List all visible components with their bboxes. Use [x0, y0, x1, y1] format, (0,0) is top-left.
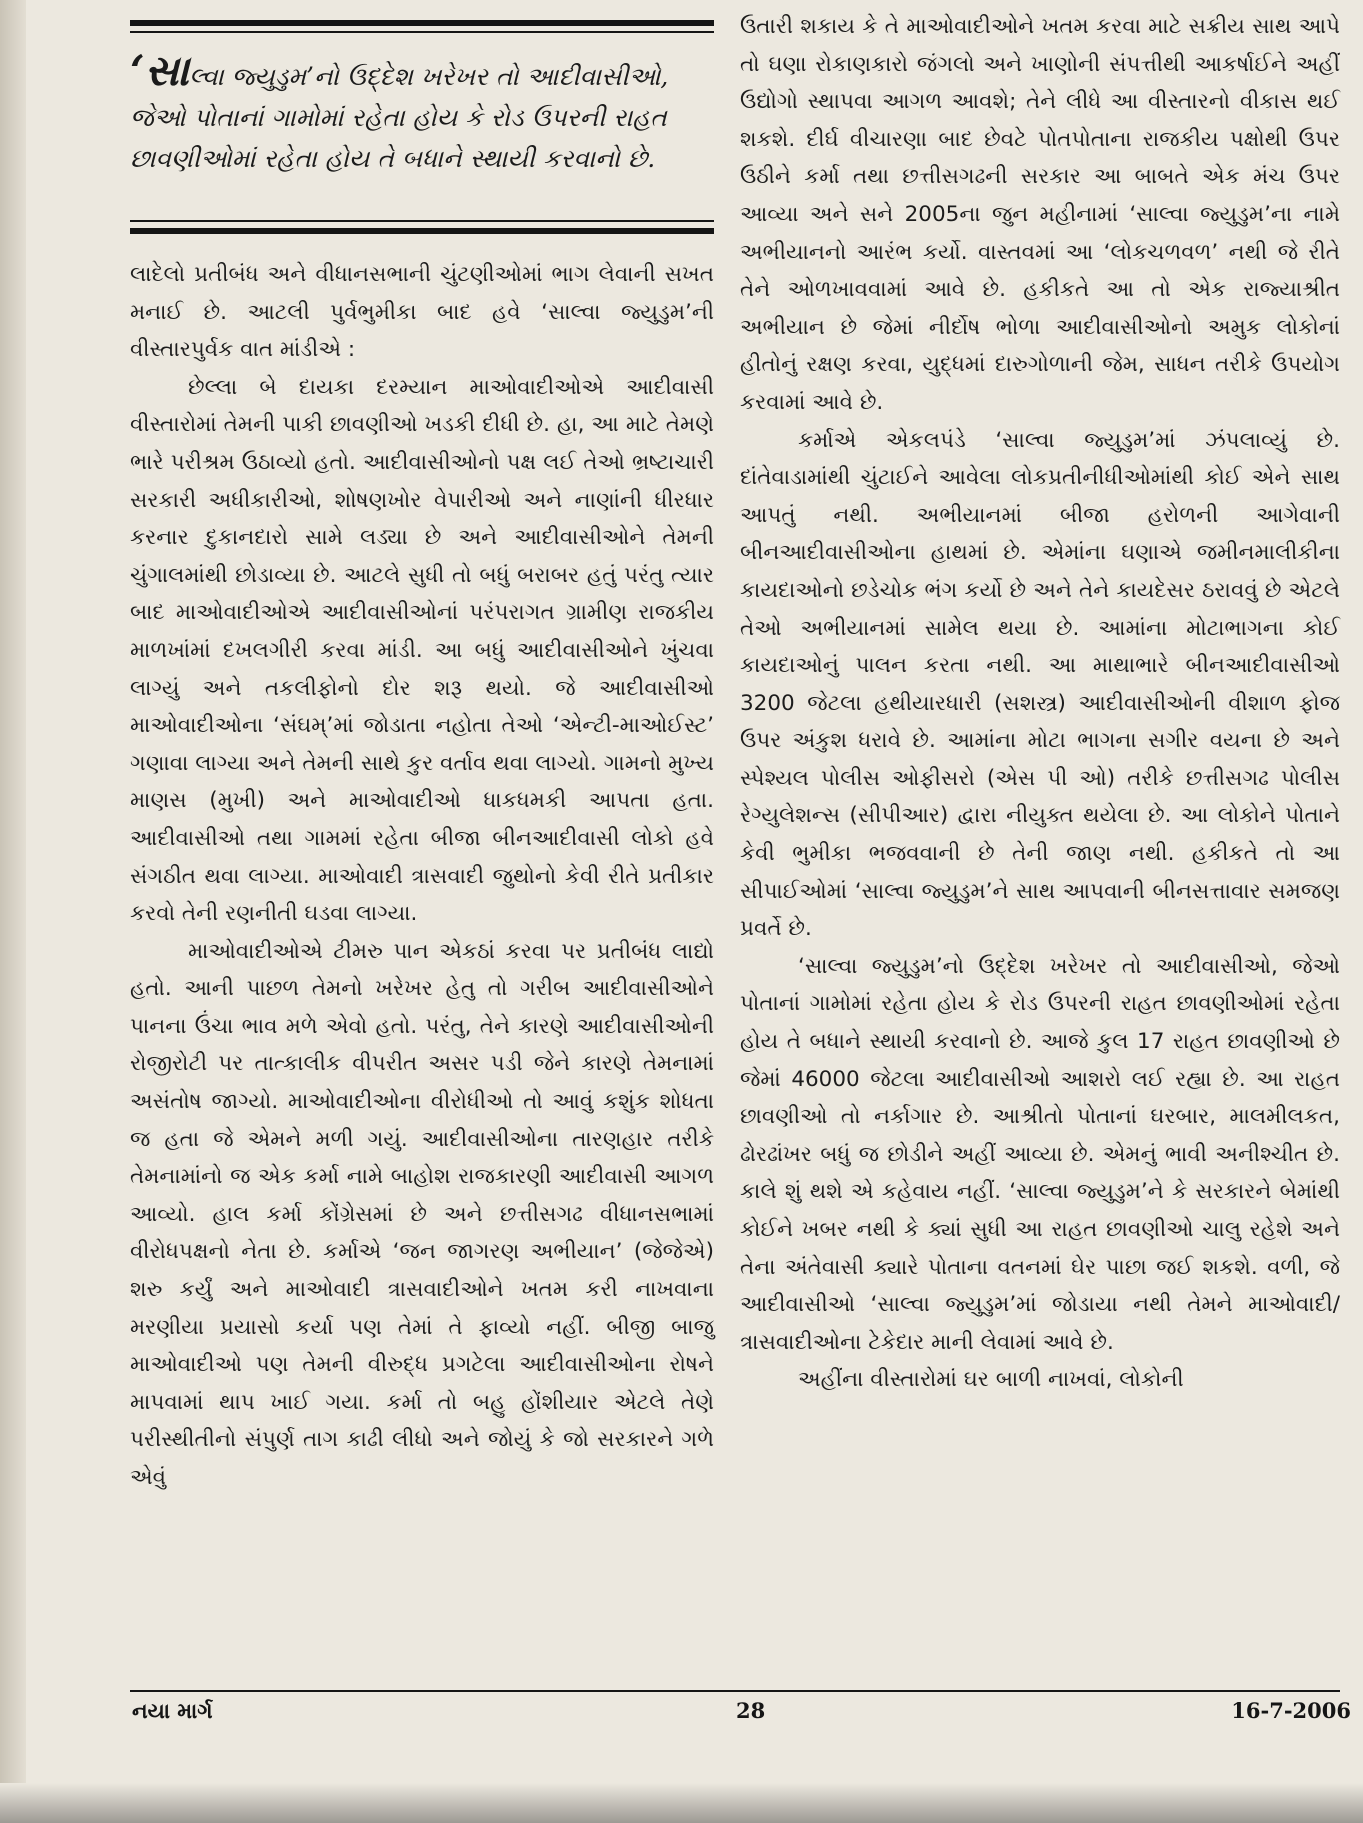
pullquote-initial: ‘સા [130, 46, 189, 95]
pullquote-top-rule-thick [130, 20, 714, 26]
right-paragraph-1: ઉતારી શકાય કે તે માઓવાદીઓને ખતમ કરવા માટે સક્રીય સાથ આપે તો ઘણા રોકાણકારો જંગલો અને ખાણોની સંપત્તીથી આકર્ષાઈને અહીં ઉદ્યોગો સ્થાપવા આગળ આવશે; તેને લીધે આ વીસ્તારનો વીકાસ થઈ શકશે. દીર્ઘ વીચારણા બાદ છેવટે પોતપોતાના રાજકીય પક્ષોથી ઉપર ઉઠીને કર્મા તથા છત્તીસગઢની સરકાર આ બાબતે એક મંચ ઉપર આવ્યા અને સને 2005ના જુન મહીનામાં ‘સાલ્વા જ્યુડુમ’ના નામે અભીયાનનો આરંભ કર્યો. વાસ્તવમાં આ ‘લોકચળવળ’ નથી જે રીતે તેને ઓળખાવવામાં આવે છે. હકીકતે આ તો એક રાજ્યાશ્રીત અભીયાન છે જેમાં નીર્દોષ ભોળા આદીવાસીઓનો અમુક લોકોનાં હીતોનું રક્ષણ કરવા, યુદ્ધમાં દારુગોળાની જેમ, સાધન તરીકે ઉપયોગ કરવામાં આવે છે. [740, 14, 1340, 415]
issue-date: 16-7-2006 [1231, 1698, 1351, 1723]
right-column [740, 8, 1340, 1399]
publication-name: નયા માર્ગ [132, 1698, 213, 1723]
pullquote-body: લ્વા જ્યુડુમ’નો ઉદ્દેશ ખરેખર તો આદીવાસીઓ, જેઓ પોતાનાં ગામોમાં રહેતા હોય કે રોડ ઉપરની રાહત છાવણીઓમાં રહેતા હોય તે બધાને સ્થાયી કરવાનો છે. [130, 62, 669, 173]
pullquote-bottom-rule-thin [130, 220, 714, 222]
left-column [130, 256, 714, 1497]
pullquote [130, 46, 714, 179]
pullquote-bottom-rule-thick [130, 228, 714, 234]
left-paragraph-1: લાદેલો પ્રતીબંધ અને વીધાનસભાની ચુંટણીઓમાં ભાગ લેવાની સખત મનાઈ છે. આટલી પુર્વભુમીકા બાદ હવે ‘સાલ્વા જ્યુડુમ’ની વીસ્તારપુર્વક વાત માંડીએ : [130, 262, 714, 363]
left-paragraph-3: માઓવાદીઓએ ટીમરુ પાન એકઠાં કરવા પર પ્રતીબંધ લાદ્યો હતો. આની પાછળ તેમનો ખરેખર હેતુ તો ગરીબ આદીવાસીઓને પાનના ઉંચા ભાવ મળે એવો હતો. પરંતુ, તેને કારણે આદીવાસીઓની રોજીરોટી પર તાત્કાલીક વીપરીત અસર પડી જેને કારણે તેમનામાં અસંતોષ જાગ્યો. માઓવાદીઓના વીરોધીઓ તો આવું કશુંક શોધતા જ હતા જે એમને મળી ગયું. આદીવાસીઓના તારણહાર તરીકે તેમનામાંનો જ એક કર્મા નામે બાહોશ રાજકારણી આદીવાસી આગળ આવ્યો. હાલ કર્મા કોંગ્રેસમાં છે અને છત્તીસગઢ વીધાનસભામાં વીરોધપક્ષનો નેતા છે. કર્માએ ‘જન જાગરણ અભીયાન’ (જેજેએ) શરુ કર્યું અને માઓવાદી ત્રાસવાદીઓને ખતમ કરી નાખવાના મરણીયા પ્રયાસો કર્યા પણ તેમાં તે ફાવ્યો નહીં. બીજી બાજુ માઓવાદીઓ પણ તેમની વીરુદ્ધ પ્રગટેલા આદીવાસીઓના રોષને માપવામાં થાપ ખાઈ ગયા. કર્મા તો બહુ હોંશીયાર એટલે તેણે પરીસ્થીતીનો સંપુર્ણ તાગ કાઢી લીધો અને જોયું કે જો સરકારને ગળે એવું [130, 938, 714, 1490]
right-paragraph-2: કર્માએ એકલપંડે ‘સાલ્વા જ્યુડુમ’માં ઝંપલાવ્યું છે. દાંતેવાડામાંથી ચુંટાઈને આવેલા લોકપ્રતીનીધીઓમાંથી કોઈ એને સાથ આપતું નથી. અભીયાનમાં બીજા હરોળની આગેવાની બીનઆદીવાસીઓના હાથમાં છે. એમાંના ઘણાએ જમીનમાલીકીના કાયદાઓનો છડેચોક ભંગ કર્યો છે અને તેને કાયદેસર ઠરાવવું છે એટલે તેઓ અભીયાનમાં સામેલ થયા છે. આમાંના મોટાભાગના કોઈ કાયદાઓનું પાલન કરતા નથી. આ માથાભારે બીનઆદીવાસીઓ 3200 જેટલા હથીયારધારી (સશસ્ત્ર) આદીવાસીઓની વીશાળ ફોજ ઉપર અંકુશ ધરાવે છે. આમાંના મોટા ભાગના સગીર વયના છે અને સ્પેશ્યલ પોલીસ ઓફીસરો (એસ પી ઓ) તરીકે છત્તીસગઢ પોલીસ રેગ્યુલેશન્સ (સીપીઆર) દ્વારા નીયુક્ત થયેલા છે. આ લોકોને પોતાને કેવી ભુમીકા ભજવવાની છે તેની જાણ નથી. હકીકતે તો આ સીપાઈઓમાં ‘સાલ્વા જ્યુડુમ’ને સાથ આપવાની બીનસત્તાવાર સમજણ પ્રવર્તે છે. [740, 427, 1340, 942]
page-number: 28 [736, 1698, 766, 1723]
footer-rule [130, 1690, 1340, 1692]
left-paragraph-2: છેલ્લા બે દાયકા દરમ્યાન માઓવાદીઓએ આદીવાસી વીસ્તારોમાં તેમની પાકી છાવણીઓ ખડકી દીધી છે. હા, આ માટે તેમણે ભારે પરીશ્રમ ઉઠાવ્યો હતો. આદીવાસીઓનો પક્ષ લઈ તેઓ ભ્રષ્ટાચારી સરકારી અધીકારીઓ, શોષણખોર વેપારીઓ અને નાણાંની ધીરધાર કરનાર દુકાનદારો સામે લડ્યા છે અને આદીવાસીઓને તેમની ચુંગાલમાંથી છોડાવ્યા છે. આટલે સુધી તો બધું બરાબર હતું પરંતુ ત્યાર બાદ માઓવાદીઓએ આદીવાસીઓનાં પરંપરાગત ગ્રામીણ રાજકીય માળખાંમાં દખલગીરી કરવા માંડી. આ બધું આદીવાસીઓને ખુંચવા લાગ્યું અને તકલીફોનો દોર શરૂ થયો. જે આદીવાસીઓ માઓવાદીઓના ‘સંઘમ્’માં જોડાતા નહોતા તેઓ ‘એન્ટી-માઓઈસ્ટ’ ગણાવા લાગ્યા અને તેમની સાથે કુર વર્તાવ થવા લાગ્યો. ગામનો મુખ્ય માણસ (મુખી) અને માઓવાદીઓ ધાકધમકી આપતા હતા. આદીવાસીઓ તથા ગામમાં રહેતા બીજા બીનઆદીવાસી લોકો હવે સંગઠીત થવા લાગ્યા. માઓવાદી ત્રાસવાદી જુથોનો કેવી રીતે પ્રતીકાર કરવો તેની રણનીતી ઘડવા લાગ્યા. [130, 374, 714, 927]
pullquote-text [130, 46, 714, 179]
page-shadow-left [0, 0, 26, 1823]
right-paragraph-3: ‘સાલ્વા જ્યુડુમ’નો ઉદ્દેશ ખરેખર તો આદીવાસીઓ, જેઓ પોતાનાં ગામોમાં રહેતા હોય કે રોડ ઉપરની રાહત છાવણીઓમાં રહેતા હોય તે બધાને સ્થાયી કરવાનો છે. આજે કુલ 17 રાહત છાવણીઓ છે જેમાં 46000 જેટલા આદીવાસીઓ આશરો લઈ રહ્યા છે. આ રાહત છાવણીઓ તો નર્કાગાર છે. આશ્રીતો પોતાનાં ઘરબાર, માલમીલકત, ઢોરઢાંખર બધું જ છોડીને અહીં આવ્યા છે. એમનું ભાવી અનીશ્ચીત છે. કાલે શું થશે એ કહેવાય નહીં. ‘સાલ્વા જ્યુડુમ’ને કે સરકારને બેમાંથી કોઈને ખબર નથી કે ક્યાં સુધી આ રાહત છાવણીઓ ચાલુ રહેશે અને તેના અંતેવાસી ક્યારે પોતાના વતનમાં ઘેર પાછા જઈ શકશે. વળી, જે આદીવાસીઓ ‘સાલ્વા જ્યુડુમ’માં જોડાયા નથી તેમને માઓવાદી/ત્રાસવાદીઓના ટેકેદાર માની લેવામાં આવે છે. [740, 953, 1340, 1355]
right-paragraph-4: અહીંના વીસ્તારોમાં ઘર બાળી નાખવાં, લોકોની [798, 1367, 1184, 1393]
pullquote-top-rule-thin [130, 31, 714, 33]
page-shadow-bottom [0, 1783, 1363, 1823]
